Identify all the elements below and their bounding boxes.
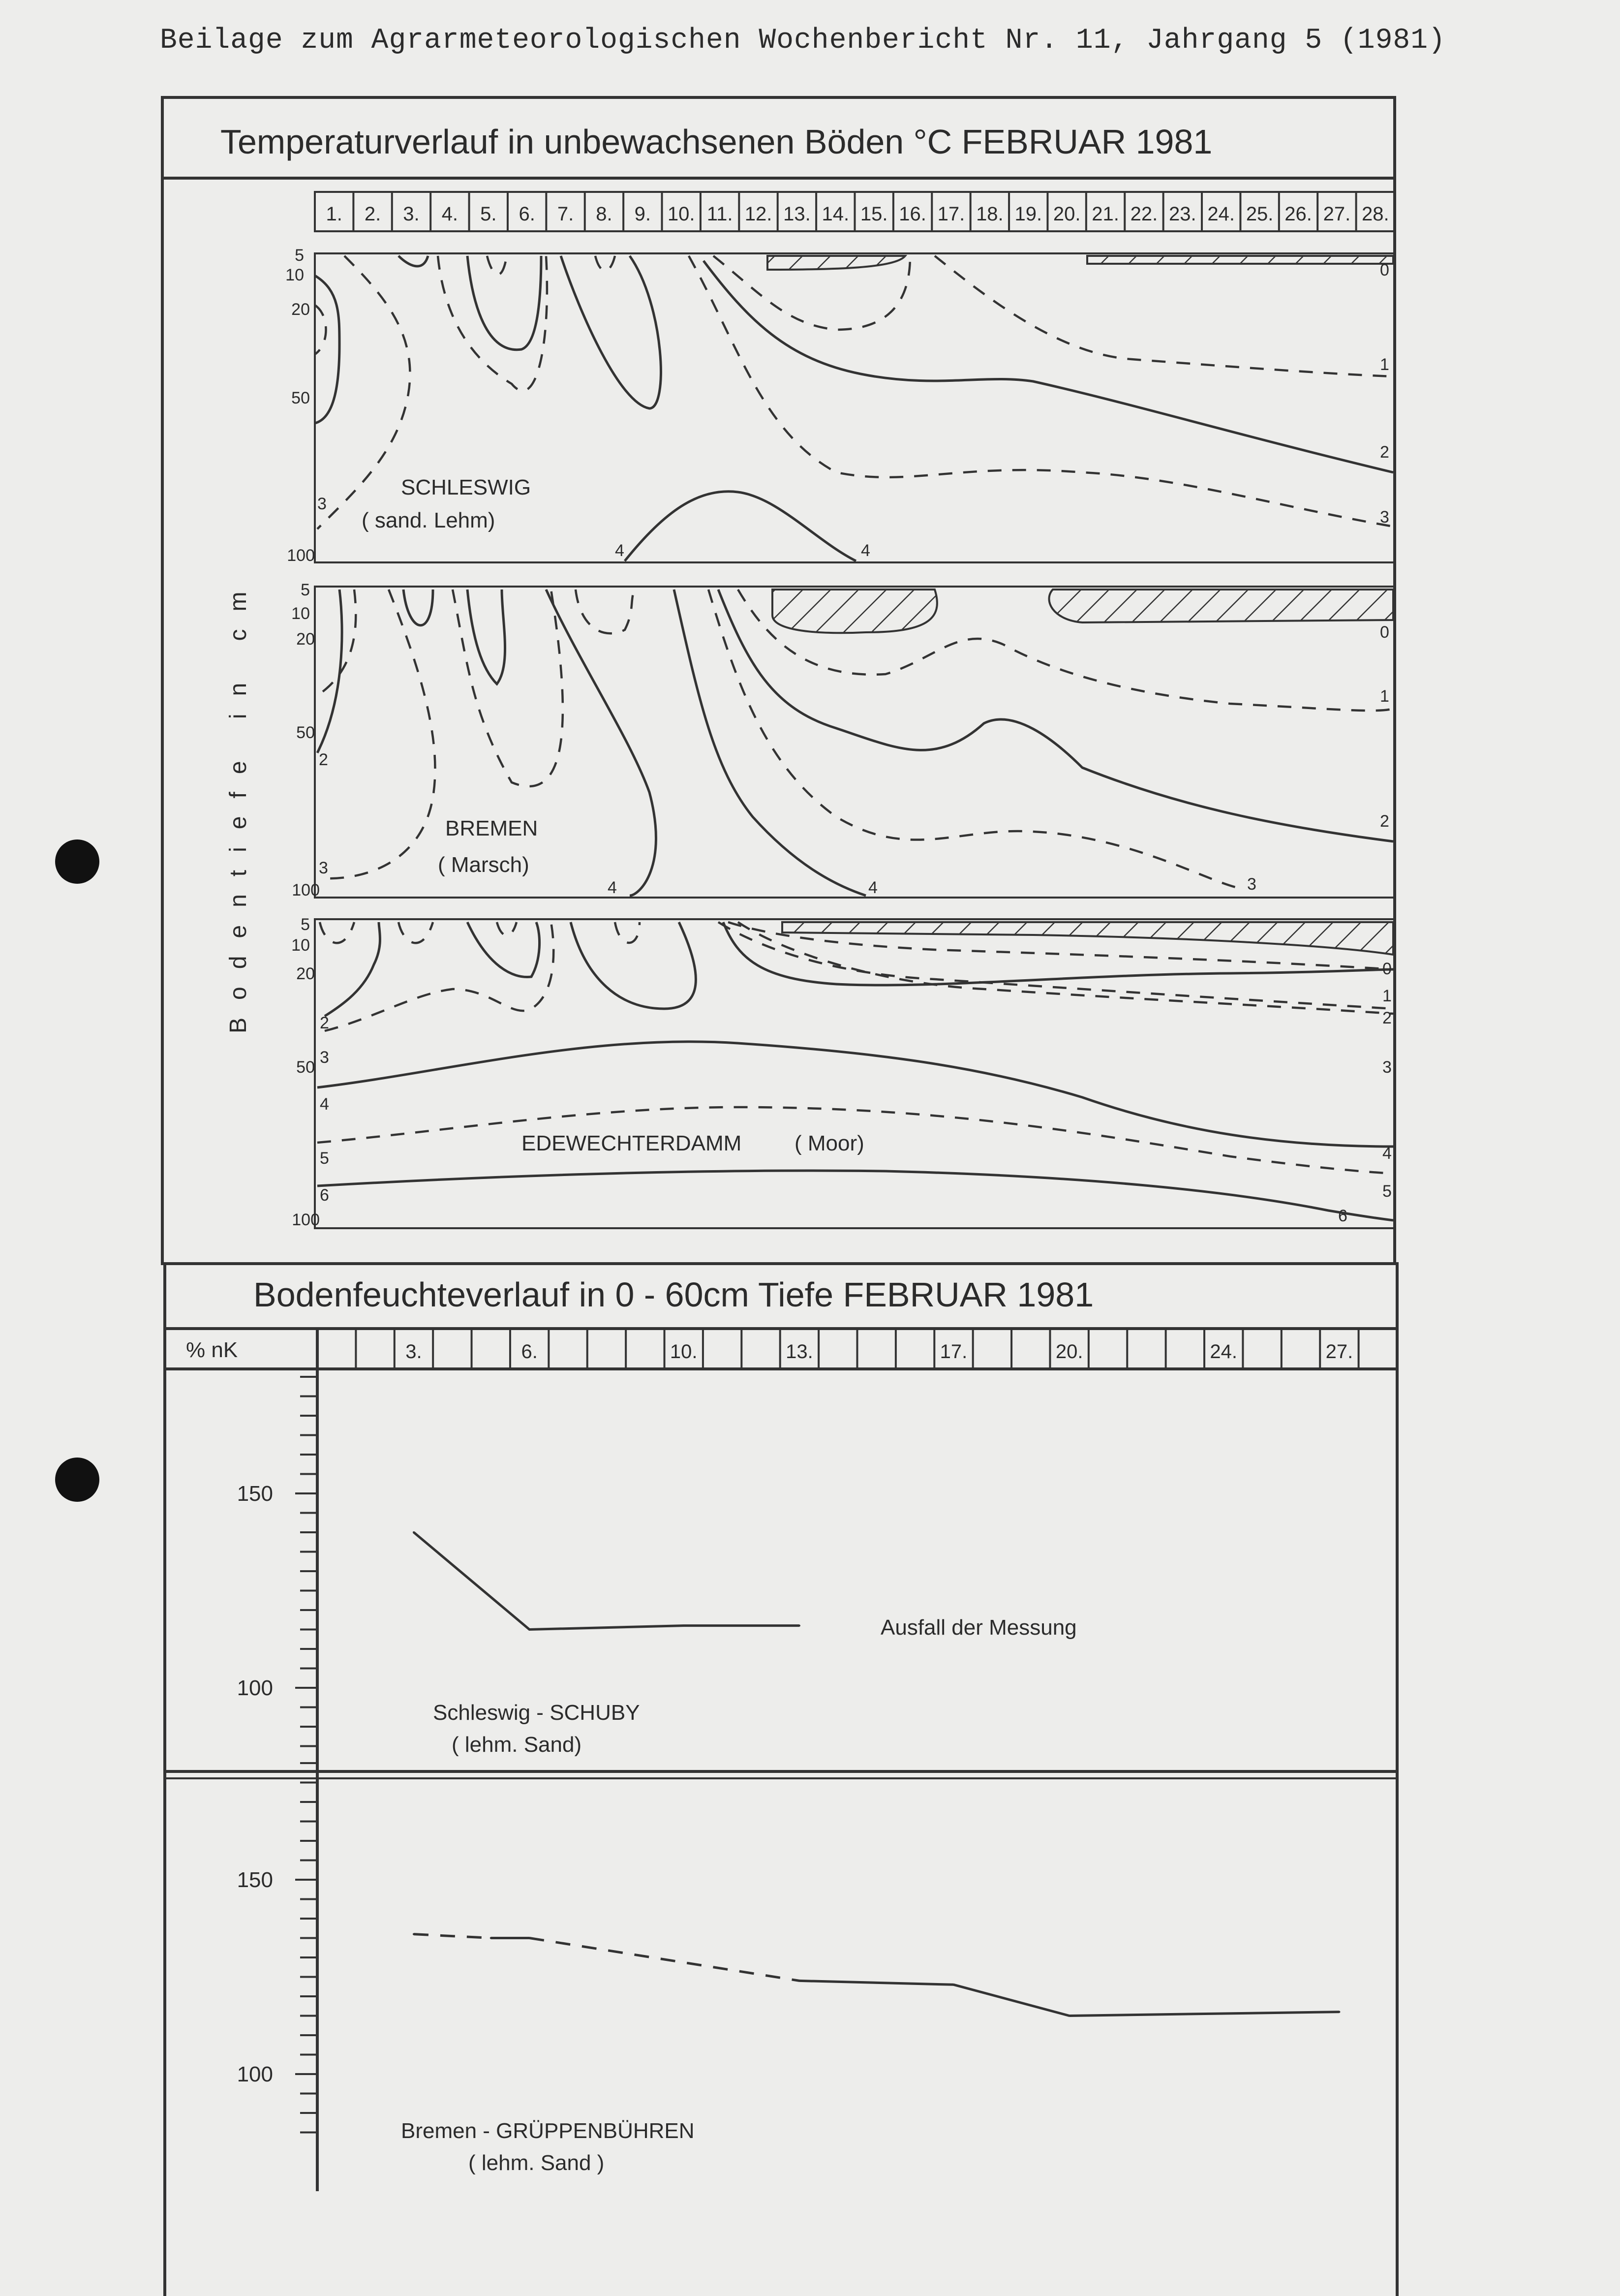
isotherm-label: 3 (1382, 1058, 1392, 1077)
series-segment (1070, 2012, 1340, 2016)
isotherm (625, 492, 856, 561)
moisture-day-label: 10. (670, 1341, 698, 1363)
depth-tick-5: 5 (301, 581, 310, 599)
isotherm-label: 2 (1380, 812, 1389, 831)
moisture-day-label: 27. (1325, 1341, 1353, 1363)
isotherm-label: 4 (608, 878, 617, 897)
data-point (528, 1937, 530, 1939)
isotherm (320, 922, 354, 943)
isotherm (325, 922, 380, 1016)
depth-tick-100: 100 (292, 1210, 320, 1229)
data-point (413, 1933, 415, 1935)
moisture-frame (165, 1264, 1397, 2296)
station-soil-edewechterdamm: ( Moor) (795, 1131, 864, 1155)
moisture-day-label: 24. (1210, 1341, 1238, 1363)
moisture-station-soil-1: ( lehm. Sand) (452, 1733, 582, 1757)
day-label: 19. (1014, 203, 1042, 225)
day-label: 1. (326, 203, 342, 225)
isotherm-label: 1 (1382, 987, 1392, 1005)
day-label: 28. (1361, 203, 1389, 225)
ytick-label-150: 150 (237, 1868, 273, 1892)
station-name-schleswig: SCHLESWIG (401, 475, 531, 499)
panel-bremen (291, 581, 1395, 900)
moisture-unit: % nK (186, 1338, 238, 1362)
day-label: 16. (899, 203, 926, 225)
isotherm (674, 590, 866, 896)
depth-tick-10: 10 (291, 604, 310, 623)
day-label: 15. (860, 203, 888, 225)
isotherm (703, 261, 1393, 472)
isotherm (467, 590, 505, 684)
day-label: 14. (822, 203, 850, 225)
isotherm (398, 256, 428, 266)
ytick-label-100: 100 (237, 1676, 273, 1700)
day-label: 21. (1092, 203, 1119, 225)
series-schleswig-schuby (413, 1531, 800, 1631)
isotherm (546, 590, 656, 896)
isotherm-label: 2 (319, 750, 328, 769)
moisture-day-label: 6. (521, 1341, 538, 1363)
isotherm-label: 2 (1382, 1009, 1392, 1027)
temperature-title: Temperaturverlauf in unbewachsenen Böden °C FEBRUAR 1981 (220, 123, 1213, 161)
day-label: 2. (364, 203, 381, 225)
isotherm-label: 3 (1380, 508, 1389, 527)
isotherm-label: 2 (1380, 443, 1389, 462)
isotherm (615, 922, 640, 943)
series-line (414, 1532, 799, 1630)
day-strip (315, 192, 1395, 231)
series-segment (529, 1938, 799, 1981)
depth-tick-5: 5 (301, 915, 310, 934)
day-label: 17. (937, 203, 965, 225)
depth-tick-20: 20 (291, 300, 310, 319)
moisture-title: Bodenfeuchteverlauf in 0 - 60cm Tiefe FEBRUAR 1981 (253, 1275, 1094, 1314)
isotherm (467, 256, 541, 350)
day-label: 8. (596, 203, 612, 225)
day-label: 3. (403, 203, 420, 225)
day-label: 22. (1130, 203, 1158, 225)
depth-axis-label: Bodentiefe in cm (225, 574, 251, 1033)
isotherm (497, 922, 517, 935)
isotherm (398, 922, 433, 943)
day-label: 13. (783, 203, 811, 225)
isotherm (487, 256, 507, 275)
isotherm-label: 4 (615, 541, 624, 560)
moisture-day-label: 3. (405, 1341, 422, 1363)
series-bremen-grueppenbuehren (413, 1933, 1340, 2017)
isotherm (315, 305, 326, 354)
frost-area (767, 256, 905, 270)
isotherm-label: 6 (1338, 1207, 1347, 1225)
frost-area (772, 590, 937, 633)
day-label: 7. (557, 203, 574, 225)
moisture-station-name-2: Bremen - GRÜPPENBÜHREN (401, 2119, 695, 2143)
moisture-station-name-1: Schleswig - SCHUBY (433, 1701, 640, 1725)
day-label: 9. (634, 203, 651, 225)
depth-tick-100: 100 (287, 546, 315, 565)
isotherm (317, 1171, 1393, 1220)
day-label: 27. (1323, 203, 1351, 225)
ytick-label-100: 100 (237, 2062, 273, 2086)
isotherm-label: 4 (868, 878, 878, 897)
data-point (528, 1629, 530, 1631)
depth-tick-10: 10 (285, 266, 304, 284)
moisture-day-label: 17. (940, 1341, 968, 1363)
isotherm-label: 6 (320, 1186, 329, 1205)
isotherm-label: 5 (1382, 1182, 1392, 1201)
isotherm-labels (317, 261, 1392, 1225)
isotherm-label: 0 (1382, 960, 1392, 978)
depth-tick-10: 10 (291, 936, 310, 955)
day-label: 18. (976, 203, 1004, 225)
isotherm (935, 256, 1393, 376)
panel-edewechterdamm-frame (315, 919, 1395, 1228)
depth-tick-100: 100 (292, 881, 320, 900)
isotherm-label: 0 (1380, 623, 1389, 642)
day-label: 20. (1053, 203, 1081, 225)
day-label: 25. (1246, 203, 1274, 225)
depth-tick-50: 50 (296, 1058, 315, 1077)
day-label: 4. (441, 203, 458, 225)
frost-area (1049, 590, 1394, 622)
day-label: 24. (1207, 203, 1235, 225)
day-label: 10. (667, 203, 695, 225)
isotherm (453, 590, 563, 786)
day-label: 11. (706, 203, 733, 225)
station-name-bremen: BREMEN (445, 816, 538, 840)
isotherm (689, 256, 1393, 527)
frost-area (782, 922, 1393, 955)
measurement-failure-note: Ausfall der Messung (881, 1615, 1077, 1640)
isotherm (576, 590, 635, 633)
day-label: 6. (519, 203, 535, 225)
depth-tick-5: 5 (295, 246, 304, 265)
day-label: 5. (480, 203, 497, 225)
isotherm-label: 3 (319, 859, 328, 877)
isotherm-label: 3 (1247, 875, 1256, 894)
station-soil-bremen: ( Marsch) (438, 853, 529, 877)
data-point (1069, 2015, 1070, 2017)
data-point (1338, 2011, 1340, 2013)
station-name-edewechterdamm: EDEWECHTERDAMM (521, 1131, 742, 1155)
data-point (798, 1625, 800, 1627)
data-point (490, 1937, 492, 1939)
isotherm (317, 256, 410, 529)
frost-area (1087, 256, 1393, 264)
isotherm-label: 4 (320, 1095, 329, 1114)
series-segment (414, 1934, 491, 1938)
isotherm (320, 590, 435, 878)
isotherm-label: 1 (1380, 687, 1389, 706)
isotherm (571, 922, 696, 1009)
moisture-yticks (295, 1763, 317, 2133)
moisture-station-soil-2: ( lehm. Sand ) (468, 2151, 605, 2175)
isotherm (595, 256, 615, 271)
isotherm-label: 1 (1380, 355, 1389, 374)
data-point (683, 1625, 685, 1627)
isotherm (403, 590, 433, 625)
isotherm-label: 2 (320, 1014, 329, 1032)
panel-edewechterdamm (291, 915, 1395, 1229)
depth-tick-50: 50 (296, 723, 315, 742)
data-point (413, 1531, 415, 1533)
moisture-yticks (295, 1377, 317, 1746)
station-soil-schleswig: ( sand. Lehm) (362, 508, 495, 532)
moisture-day-label: 20. (1055, 1341, 1083, 1363)
moisture-day-strip (317, 1329, 1359, 1369)
isotherm (315, 276, 339, 423)
data-point (952, 1984, 954, 1986)
isotherm-label: 4 (1382, 1144, 1392, 1163)
isotherm (467, 922, 540, 977)
isotherm-label: 3 (320, 1048, 329, 1067)
day-label: 26. (1284, 203, 1312, 225)
moisture-day-label: 13. (786, 1341, 813, 1363)
isotherm-label: 5 (320, 1149, 329, 1168)
page-header: Beilage zum Agrarmeteorologischen Wochenbericht Nr. 11, Jahrgang 5 (1981) (160, 25, 1446, 57)
depth-tick-20: 20 (296, 964, 315, 983)
isotherm (708, 590, 1240, 888)
isotherm-label: 4 (861, 541, 870, 560)
isotherm (438, 256, 547, 391)
series-segment (799, 1981, 954, 1985)
depth-tick-20: 20 (296, 630, 315, 649)
isotherm-label: 3 (317, 495, 327, 513)
isotherm (561, 256, 661, 408)
ytick-label-150: 150 (237, 1482, 273, 1506)
day-label: 12. (744, 203, 772, 225)
day-label: 23. (1169, 203, 1196, 225)
depth-tick-50: 50 (291, 389, 310, 407)
isotherm-label: 0 (1380, 261, 1389, 279)
data-point (798, 1980, 800, 1982)
isotherm (317, 590, 342, 753)
series-segment (953, 1985, 1069, 2016)
panel-schleswig (285, 246, 1395, 565)
temperature-frame (162, 97, 1395, 1264)
